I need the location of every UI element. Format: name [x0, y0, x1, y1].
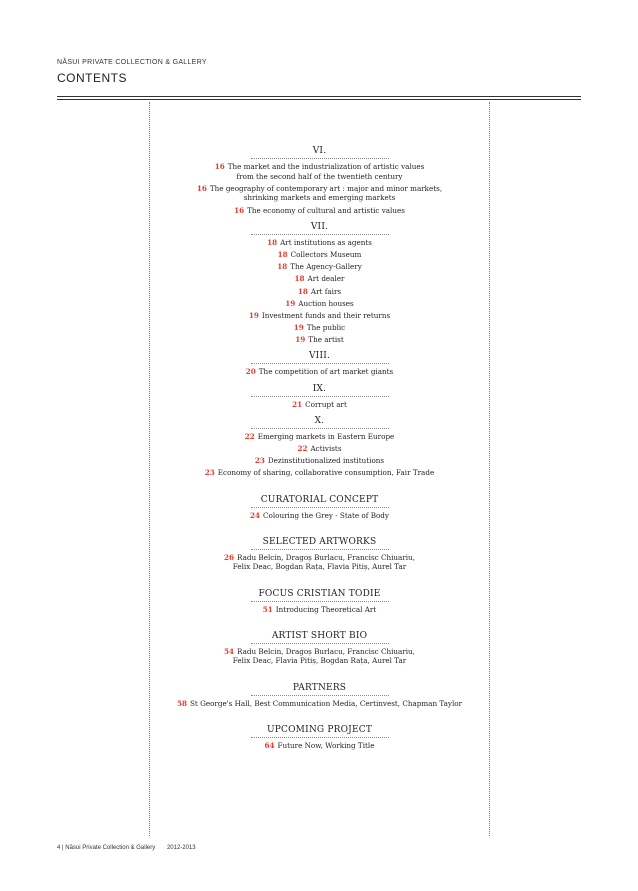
- entry-title: Corrupt art: [305, 399, 347, 409]
- footer-publication: 4 | Năsui Private Collection & Gallery: [57, 845, 156, 851]
- entry-title: Emerging markets in Eastern Europe: [257, 431, 395, 441]
- section-dotted-rule: [251, 363, 389, 364]
- entry-title: Radu Belcin, Dragoș Burlacu, Francisc Chiuariu,: [237, 552, 415, 562]
- toc-entry[interactable]: [150, 238, 489, 248]
- page-number: 18: [294, 274, 305, 284]
- toc-entry[interactable]: [150, 206, 489, 216]
- entry-title: Felix Deac, Bogdan Rața, Flavia Pitiș, Aurel Tar: [232, 562, 407, 572]
- toc-entry[interactable]: [150, 553, 489, 572]
- entry-title: The economy of cultural and artistic values: [247, 205, 405, 215]
- entry-title: shrinking markets and emerging markets: [243, 193, 396, 203]
- page-number: 19: [248, 310, 259, 320]
- toc-section: [150, 589, 489, 631]
- toc-entry[interactable]: [150, 367, 489, 377]
- page-number: 19: [285, 298, 296, 308]
- column-divider-right: [489, 102, 490, 836]
- section-heading: VII.: [310, 221, 329, 232]
- section-heading: SELECTED ARTWORKS: [262, 536, 377, 547]
- toc-entry[interactable]: [150, 741, 489, 751]
- entry-title: Future Now, Working Title: [277, 740, 375, 750]
- section-dotted-rule: [251, 234, 389, 235]
- page-title: CONTENTS: [57, 71, 127, 85]
- toc-entry[interactable]: [150, 162, 489, 181]
- entry-title: Art institutions as agents: [280, 237, 372, 247]
- toc-entry[interactable]: [150, 184, 489, 203]
- toc-entry[interactable]: [150, 432, 489, 442]
- page-number: 19: [295, 335, 306, 345]
- section-heading: UPCOMING PROJECT: [266, 724, 373, 735]
- section-dotted-rule: [251, 396, 389, 397]
- page-number: 26: [224, 552, 235, 562]
- entry-title: Art dealer: [307, 274, 345, 284]
- page-number: 19: [293, 323, 304, 333]
- page-number: 16: [214, 162, 225, 171]
- page-number: 18: [277, 262, 288, 272]
- toc-entry[interactable]: [150, 468, 489, 478]
- section-heading: VI.: [312, 146, 327, 156]
- toc-section: [150, 351, 489, 383]
- header-rule-bottom: [57, 99, 581, 100]
- toc-entry[interactable]: [150, 323, 489, 333]
- entry-title: Collectors Museum: [290, 249, 362, 259]
- section-dotted-rule: [251, 158, 389, 159]
- toc-entry[interactable]: [150, 335, 489, 345]
- section-heading: IX.: [312, 383, 327, 394]
- header-kicker: NĂSUI PRIVATE COLLECTION & GALLERY: [57, 59, 207, 66]
- toc-entry[interactable]: [150, 605, 489, 615]
- section-heading: X.: [314, 415, 325, 426]
- page-number: 23: [204, 468, 215, 478]
- toc-section: [150, 495, 489, 537]
- table-of-contents: [150, 146, 489, 753]
- page-number: 18: [277, 249, 288, 259]
- entry-title: from the second half of the twentieth century: [236, 171, 403, 181]
- toc-section: [150, 146, 489, 222]
- entry-title: Felix Deac, Flavia Pitiș, Bogdan Rața, Aurel Tar: [232, 656, 407, 666]
- entry-title: The market and the industrialization of artistic values: [227, 162, 425, 171]
- toc-section: [150, 725, 489, 751]
- toc-section: [150, 631, 489, 683]
- page-number: 18: [267, 237, 278, 247]
- toc-section: [150, 537, 489, 589]
- section-dotted-rule: [251, 428, 389, 429]
- section-dotted-rule: [251, 601, 389, 602]
- section-dotted-rule: [251, 737, 389, 738]
- entry-title: Dezinstitutionalized institutions: [267, 456, 385, 466]
- header-rule-top: [57, 96, 581, 97]
- page-footer: [57, 845, 196, 851]
- entry-title: Radu Belcin, Dragoș Burlacu, Francisc Chiuariu,: [237, 646, 415, 656]
- page-number: 22: [297, 444, 308, 453]
- section-dotted-rule: [251, 507, 389, 508]
- toc-section: [150, 384, 489, 416]
- page-number: 58: [176, 698, 187, 708]
- toc-section: [150, 416, 489, 495]
- entry-title: Introducing Theoretical Art: [275, 604, 377, 614]
- entry-title: Activists: [310, 444, 342, 453]
- toc-entry[interactable]: [150, 250, 489, 260]
- entry-title: The artist: [308, 335, 344, 345]
- page-number: 20: [245, 367, 256, 377]
- section-dotted-rule: [251, 643, 389, 644]
- toc-entry[interactable]: [150, 511, 489, 521]
- entry-title: The geography of contemporary art : major and minor markets,: [209, 183, 443, 193]
- toc-entry[interactable]: [150, 287, 489, 297]
- entry-title: Auction houses: [298, 298, 354, 308]
- page-number: 64: [264, 740, 275, 750]
- page-number: 16: [234, 205, 245, 215]
- entry-title: The public: [306, 323, 346, 333]
- entry-title: Art fairs: [310, 286, 342, 296]
- entry-title: The competition of art market giants: [258, 367, 394, 377]
- toc-entry[interactable]: [150, 456, 489, 466]
- entry-title: Economy of sharing, collaborative consumption, Fair Trade: [217, 468, 435, 478]
- footer-year: 2012-2013: [166, 845, 196, 851]
- entry-title: Colouring the Grey - State of Body: [263, 510, 389, 520]
- page-number: 16: [196, 183, 207, 193]
- toc-entry[interactable]: [150, 299, 489, 309]
- page-number: 23: [254, 456, 265, 466]
- page-number: 51: [262, 604, 273, 614]
- section-heading: ARTIST SHORT BIO: [271, 630, 368, 641]
- toc-section: [150, 222, 489, 352]
- section-heading: FOCUS CRISTIAN TODIE: [258, 588, 381, 599]
- toc-entry[interactable]: [150, 274, 489, 284]
- toc-entry[interactable]: [150, 444, 489, 454]
- toc-entry[interactable]: [150, 400, 489, 410]
- toc-entry[interactable]: [150, 311, 489, 321]
- section-heading: PARTNERS: [292, 682, 347, 693]
- page-number: 22: [244, 431, 255, 441]
- section-dotted-rule: [251, 695, 389, 696]
- section-heading: VIII.: [308, 351, 331, 362]
- toc-section: [150, 683, 489, 725]
- section-heading: CURATORIAL CONCEPT: [260, 494, 379, 505]
- page-number: 24: [250, 510, 261, 520]
- page-number: 21: [292, 399, 303, 409]
- toc-entry[interactable]: [150, 262, 489, 272]
- entry-title: The Agency-Gallery: [290, 262, 362, 272]
- toc-entry[interactable]: [150, 647, 489, 666]
- section-dotted-rule: [251, 549, 389, 550]
- entry-title: St George's Hall, Best Communication Media, Certinvest, Chapman Taylor: [189, 698, 463, 708]
- page-number: 18: [297, 286, 308, 296]
- toc-entry[interactable]: [150, 699, 489, 709]
- page-number: 54: [224, 646, 235, 656]
- entry-title: Investment funds and their returns: [261, 310, 391, 320]
